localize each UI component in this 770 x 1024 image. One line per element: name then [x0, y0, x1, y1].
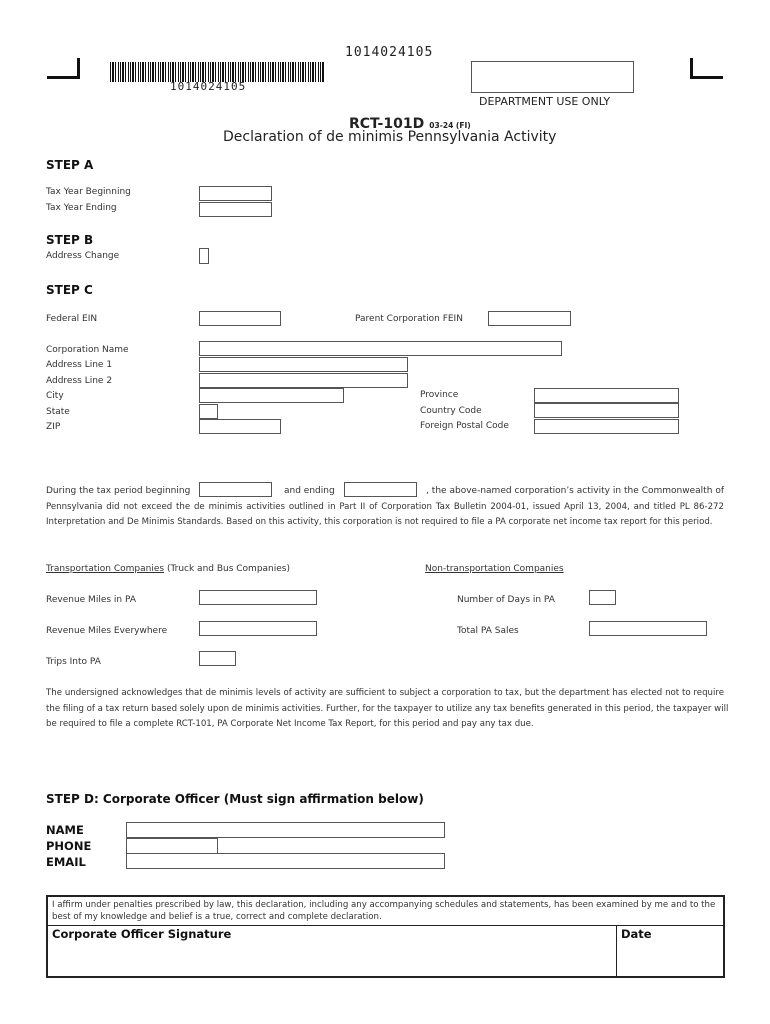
corporation-name-label: Corporation Name — [46, 345, 129, 355]
signature-field[interactable] — [48, 926, 615, 976]
tax-year-beginning-field[interactable] — [199, 186, 272, 201]
revenue-miles-everywhere-field[interactable] — [199, 621, 317, 636]
department-use-label: DEPARTMENT USE ONLY — [479, 95, 611, 108]
country-code-field[interactable] — [534, 403, 679, 418]
step-d-title: STEP D: Corporate Officer (Must sign affirmation below) — [46, 792, 424, 806]
corner-mark-top-left — [47, 58, 80, 79]
state-label: State — [46, 407, 70, 417]
tax-year-ending-label: Tax Year Ending — [46, 203, 117, 213]
tax-year-ending-field[interactable] — [199, 202, 272, 217]
transport-heading-text: Transportation Companies — [46, 564, 165, 574]
city-field[interactable] — [199, 388, 344, 403]
step-b-title: STEP B — [46, 233, 94, 247]
parent-fein-label: Parent Corporation FEIN — [355, 314, 463, 324]
scan-number: 1014024105 — [345, 45, 434, 60]
address-line-2-label: Address Line 2 — [46, 376, 113, 386]
parent-fein-field[interactable] — [488, 311, 571, 326]
revenue-miles-pa-label: Revenue Miles in PA — [46, 595, 136, 605]
step-a-title: STEP A — [46, 158, 94, 172]
province-field[interactable] — [534, 388, 679, 403]
signature-date-divider — [616, 925, 617, 976]
officer-name-label: NAME — [46, 823, 84, 837]
foreign-postal-code-label: Foreign Postal Code — [420, 421, 509, 431]
address-line-1-label: Address Line 1 — [46, 360, 113, 370]
address-change-label: Address Change — [46, 251, 120, 261]
department-use-box — [471, 61, 634, 93]
zip-field[interactable] — [199, 419, 281, 434]
acknowledgement-line-1: The undersigned acknowledges that de minimis levels of activity are sufficient to subject a corporation to tax, but the department has elected not to require — [46, 688, 724, 698]
foreign-postal-code-field[interactable] — [534, 419, 679, 434]
transport-sub-text: (Truck and Bus Companies) — [164, 564, 290, 574]
federal-ein-label: Federal EIN — [46, 314, 98, 324]
officer-email-label: EMAIL — [46, 855, 86, 869]
non-transport-companies-heading: Non-transportation Companies — [425, 564, 564, 574]
total-pa-sales-field[interactable] — [589, 621, 707, 636]
affirmation-line-1: I affirm under penalties prescribed by law, this declaration, including any accompanying schedules and statements, has been examined by me and to the — [52, 900, 716, 910]
address-change-checkbox[interactable] — [199, 248, 209, 264]
period-ending-field[interactable] — [344, 482, 417, 497]
officer-phone-field[interactable] — [126, 838, 218, 854]
declaration-text-continue: , the above-named corporation’s activity in the Commonwealth of — [426, 486, 724, 496]
date-label: Date — [621, 927, 652, 941]
address-line-2-field[interactable] — [199, 373, 408, 388]
trips-into-pa-field[interactable] — [199, 651, 236, 666]
form-version: 03-24 (FI) — [429, 121, 471, 130]
affirmation-box — [46, 895, 725, 978]
days-in-pa-label: Number of Days in PA — [457, 595, 555, 605]
tax-year-beginning-label: Tax Year Beginning — [46, 187, 131, 197]
state-field[interactable] — [199, 404, 218, 419]
corporation-name-field[interactable] — [199, 341, 562, 356]
officer-email-field[interactable] — [126, 853, 445, 869]
trips-into-pa-label: Trips Into PA — [46, 657, 101, 667]
form-id-code: RCT-101D — [349, 116, 425, 132]
corner-mark-top-right — [690, 58, 723, 79]
barcode-number: 1014024105 — [170, 80, 247, 93]
federal-ein-field[interactable] — [199, 311, 281, 326]
date-field[interactable] — [618, 926, 723, 976]
declaration-text-start: During the tax period beginning — [46, 486, 191, 496]
zip-label: ZIP — [46, 422, 61, 432]
transport-companies-heading — [46, 564, 290, 574]
officer-name-field[interactable] — [126, 822, 445, 838]
address-line-1-field[interactable] — [199, 357, 408, 372]
period-beginning-field[interactable] — [199, 482, 272, 497]
acknowledgement-line-3: be required to file a complete RCT-101, PA Corporate Net Income Tax Report, for this period and pay any tax due. — [46, 719, 534, 729]
city-label: City — [46, 391, 64, 401]
province-label: Province — [420, 390, 459, 400]
signature-label: Corporate Officer Signature — [52, 927, 232, 941]
declaration-line-2: Pennsylvania did not exceed the de minimis activities outlined in Part II of Corporation Tax Bulletin 2004-01, issued April 13, 2004, and titled PL 86-272 — [46, 502, 724, 512]
revenue-miles-everywhere-label: Revenue Miles Everywhere — [46, 626, 168, 636]
barcode — [110, 62, 324, 82]
total-pa-sales-label: Total PA Sales — [457, 626, 519, 636]
form-title: Declaration of de minimis Pennsylvania Activity — [223, 129, 557, 145]
declaration-line-3: Interpretation and De Minimis Standards. Based on this activity, this corporation is not required to file a PA corporate net income tax report for this period. — [46, 517, 713, 527]
revenue-miles-pa-field[interactable] — [199, 590, 317, 605]
affirmation-text — [52, 899, 720, 923]
officer-phone-label: PHONE — [46, 839, 92, 853]
declaration-text-and-ending: and ending — [284, 486, 335, 496]
step-c-title: STEP C — [46, 283, 93, 297]
country-code-label: Country Code — [420, 406, 482, 416]
acknowledgement-line-2: the filing of a tax return based solely upon de minimis activities. Further, for the taxpayer to utilize any tax benefits generated in this period, the taxpayer will — [46, 704, 729, 714]
affirmation-line-2: best of my knowledge and belief is a true, correct and complete declaration. — [52, 912, 382, 922]
days-in-pa-field[interactable] — [589, 590, 616, 605]
